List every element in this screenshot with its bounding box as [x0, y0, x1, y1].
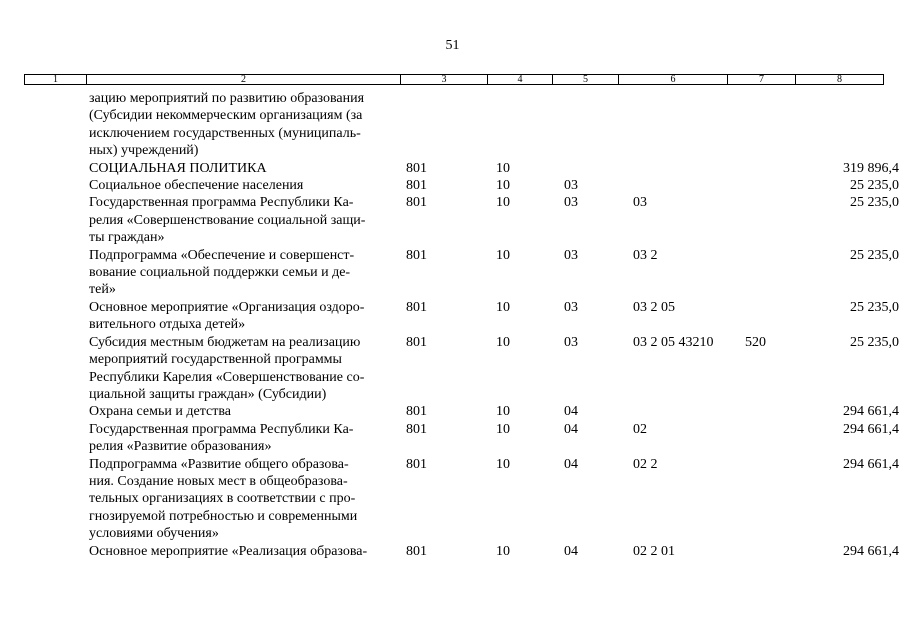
- table-row: [24, 177, 903, 194]
- subsection-code-cell: 03: [564, 334, 578, 350]
- column-header-3: 3: [401, 75, 488, 85]
- page-number: 51: [445, 38, 460, 53]
- item-name-line: Социальное обеспечение населения: [89, 178, 304, 194]
- expense-type-cell: [741, 177, 812, 194]
- ministry-code-cell: 801: [406, 247, 427, 263]
- item-name-line: вование социальной поддержки семьи и де-: [89, 265, 351, 281]
- section-code-cell: 10: [496, 247, 510, 263]
- item-name-line: исключением государственных (муниципаль-: [89, 125, 361, 141]
- item-name-cell: [85, 247, 402, 299]
- row-number-cell: [24, 177, 85, 194]
- expense-type-cell: [741, 194, 812, 246]
- table-row: [24, 194, 903, 246]
- item-name-line: ных) учреждений): [89, 143, 199, 159]
- ministry-code-cell: 801: [406, 299, 427, 315]
- item-name-line: Подпрограмма «Обеспечение и совершенст-: [89, 247, 355, 263]
- expense-type-cell: [741, 403, 812, 420]
- amount-cell: 294 661,4: [843, 543, 899, 559]
- subsection-code-cell: 03: [564, 299, 578, 315]
- subsection-code-cell: 04: [564, 456, 578, 472]
- item-name-cell: [85, 403, 402, 420]
- target-article-cell: 03 2: [633, 247, 658, 263]
- subsection-code-cell: 03: [564, 178, 578, 194]
- table-row: [24, 334, 903, 404]
- item-name-cell: [85, 194, 402, 246]
- target-article-cell: 02 2 01: [633, 543, 675, 559]
- expense-type-cell: [741, 299, 812, 334]
- row-number-cell: [24, 543, 85, 560]
- section-code-cell: 10: [496, 195, 510, 211]
- table-row: [24, 403, 903, 420]
- expense-type-cell: [741, 90, 812, 160]
- item-name-line: мероприятий государственной программы: [89, 352, 342, 368]
- column-header-row: [24, 74, 884, 85]
- table-row: [24, 299, 903, 334]
- item-name-line: (Субсидии некоммерческим организациям (за: [89, 108, 363, 124]
- ministry-code-cell: 801: [406, 160, 427, 176]
- item-name-cell: [85, 456, 402, 543]
- item-name-cell: [85, 177, 402, 194]
- row-number-cell: [24, 247, 85, 299]
- ministry-code-cell: [402, 90, 492, 160]
- item-name-line: тей»: [89, 282, 116, 298]
- expense-type-cell: [741, 421, 812, 456]
- amount-cell: 319 896,4: [843, 160, 899, 176]
- expense-type-cell: 520: [745, 334, 766, 350]
- section-code-cell: 10: [496, 178, 510, 194]
- amount-cell: 25 235,0: [850, 247, 899, 263]
- section-code-cell: 10: [496, 404, 510, 420]
- target-article-cell: 02: [633, 421, 647, 437]
- item-name-line: вительного отдыха детей»: [89, 317, 246, 333]
- section-code-cell: 10: [496, 421, 510, 437]
- expense-type-cell: [741, 160, 812, 177]
- ministry-code-cell: 801: [406, 334, 427, 350]
- subsection-code-cell: [560, 90, 629, 160]
- section-code-cell: 10: [496, 543, 510, 559]
- item-name-line: ния. Создание новых мест в общеобразова-: [89, 473, 348, 489]
- section-code-cell: 10: [496, 334, 510, 350]
- target-article-cell: [629, 177, 741, 194]
- amount-cell: 25 235,0: [850, 178, 899, 194]
- item-name-line: тельных организациях в соответствии с про-: [89, 491, 356, 507]
- amount-cell: 294 661,4: [843, 456, 899, 472]
- item-name-line: Подпрограмма «Развитие общего образова-: [89, 456, 349, 472]
- subsection-code-cell: [560, 160, 629, 177]
- target-article-cell: 03 2 05 43210: [633, 334, 714, 350]
- table-row: [24, 90, 903, 160]
- item-name-line: гнозируемой потребностью и современными: [89, 508, 358, 524]
- item-name-line: релия «Развитие образования»: [89, 439, 272, 455]
- item-name-line: Государственная программа Республики Ка-: [89, 195, 354, 211]
- target-article-cell: 03: [633, 195, 647, 211]
- row-number-cell: [24, 90, 85, 160]
- column-header-6: 6: [619, 75, 728, 85]
- item-name-line: СОЦИАЛЬНАЯ ПОЛИТИКА: [89, 160, 267, 176]
- row-number-cell: [24, 421, 85, 456]
- ministry-code-cell: 801: [406, 404, 427, 420]
- subsection-code-cell: 03: [564, 195, 578, 211]
- item-name-line: циальной защиты граждан» (Субсидии): [89, 386, 327, 402]
- section-code-cell: [492, 90, 560, 160]
- amount-cell: 294 661,4: [843, 404, 899, 420]
- item-name-line: Основное мероприятие «Реализация образова-: [89, 543, 368, 559]
- target-article-cell: 03 2 05: [633, 299, 675, 315]
- target-article-cell: 02 2: [633, 456, 658, 472]
- section-code-cell: 10: [496, 160, 510, 176]
- expense-type-cell: [741, 247, 812, 299]
- row-number-cell: [24, 403, 85, 420]
- item-name-line: условиями обучения»: [89, 526, 219, 542]
- item-name-line: зацию мероприятий по развитию образования: [89, 91, 365, 106]
- expense-type-cell: [741, 456, 812, 543]
- item-name-line: Субсидия местным бюджетам на реализацию: [89, 334, 361, 350]
- item-name-line: релия «Совершенствование социальной защи-: [89, 212, 366, 228]
- subsection-code-cell: 04: [564, 421, 578, 437]
- subsection-code-cell: 04: [564, 404, 578, 420]
- item-name-cell: [85, 90, 402, 160]
- item-name-line: Основное мероприятие «Организация оздоро-: [89, 299, 365, 315]
- row-number-cell: [24, 160, 85, 177]
- column-header-8: 8: [796, 75, 884, 85]
- ministry-code-cell: 801: [406, 543, 427, 559]
- table-row: [24, 421, 903, 456]
- row-number-cell: [24, 194, 85, 246]
- item-name-line: Охрана семьи и детства: [89, 404, 231, 420]
- ministry-code-cell: 801: [406, 456, 427, 472]
- item-name-cell: [85, 421, 402, 456]
- subsection-code-cell: 03: [564, 247, 578, 263]
- budget-table-body: [24, 90, 903, 560]
- amount-cell: 294 661,4: [843, 421, 899, 437]
- target-article-cell: [629, 403, 741, 420]
- column-header-2: 2: [87, 75, 401, 85]
- item-name-line: Государственная программа Республики Ка-: [89, 421, 354, 437]
- amount-cell: 25 235,0: [850, 299, 899, 315]
- column-header-4: 4: [488, 75, 553, 85]
- item-name-line: Республики Карелия «Совершенствование со-: [89, 369, 365, 385]
- item-name-line: ты граждан»: [89, 230, 165, 246]
- amount-cell: 25 235,0: [850, 195, 899, 211]
- ministry-code-cell: 801: [406, 421, 427, 437]
- table-row: [24, 160, 903, 177]
- section-code-cell: 10: [496, 456, 510, 472]
- column-header-1: 1: [25, 75, 87, 85]
- item-name-cell: [85, 299, 402, 334]
- budget-table: [24, 90, 903, 560]
- section-code-cell: 10: [496, 299, 510, 315]
- amount-cell: 25 235,0: [850, 334, 899, 350]
- ministry-code-cell: 801: [406, 178, 427, 194]
- ministry-code-cell: 801: [406, 195, 427, 211]
- target-article-cell: [629, 90, 741, 160]
- item-name-cell: [85, 334, 402, 404]
- subsection-code-cell: 04: [564, 543, 578, 559]
- item-name-cell: [85, 160, 402, 177]
- item-name-cell: [85, 543, 402, 560]
- row-number-cell: [24, 456, 85, 543]
- column-header-5: 5: [553, 75, 619, 85]
- table-row: [24, 543, 903, 560]
- table-row: [24, 456, 903, 543]
- row-number-cell: [24, 299, 85, 334]
- column-header-7: 7: [728, 75, 796, 85]
- table-row: [24, 247, 903, 299]
- row-number-cell: [24, 334, 85, 404]
- amount-cell: [812, 90, 903, 160]
- target-article-cell: [629, 160, 741, 177]
- expense-type-cell: [741, 543, 812, 560]
